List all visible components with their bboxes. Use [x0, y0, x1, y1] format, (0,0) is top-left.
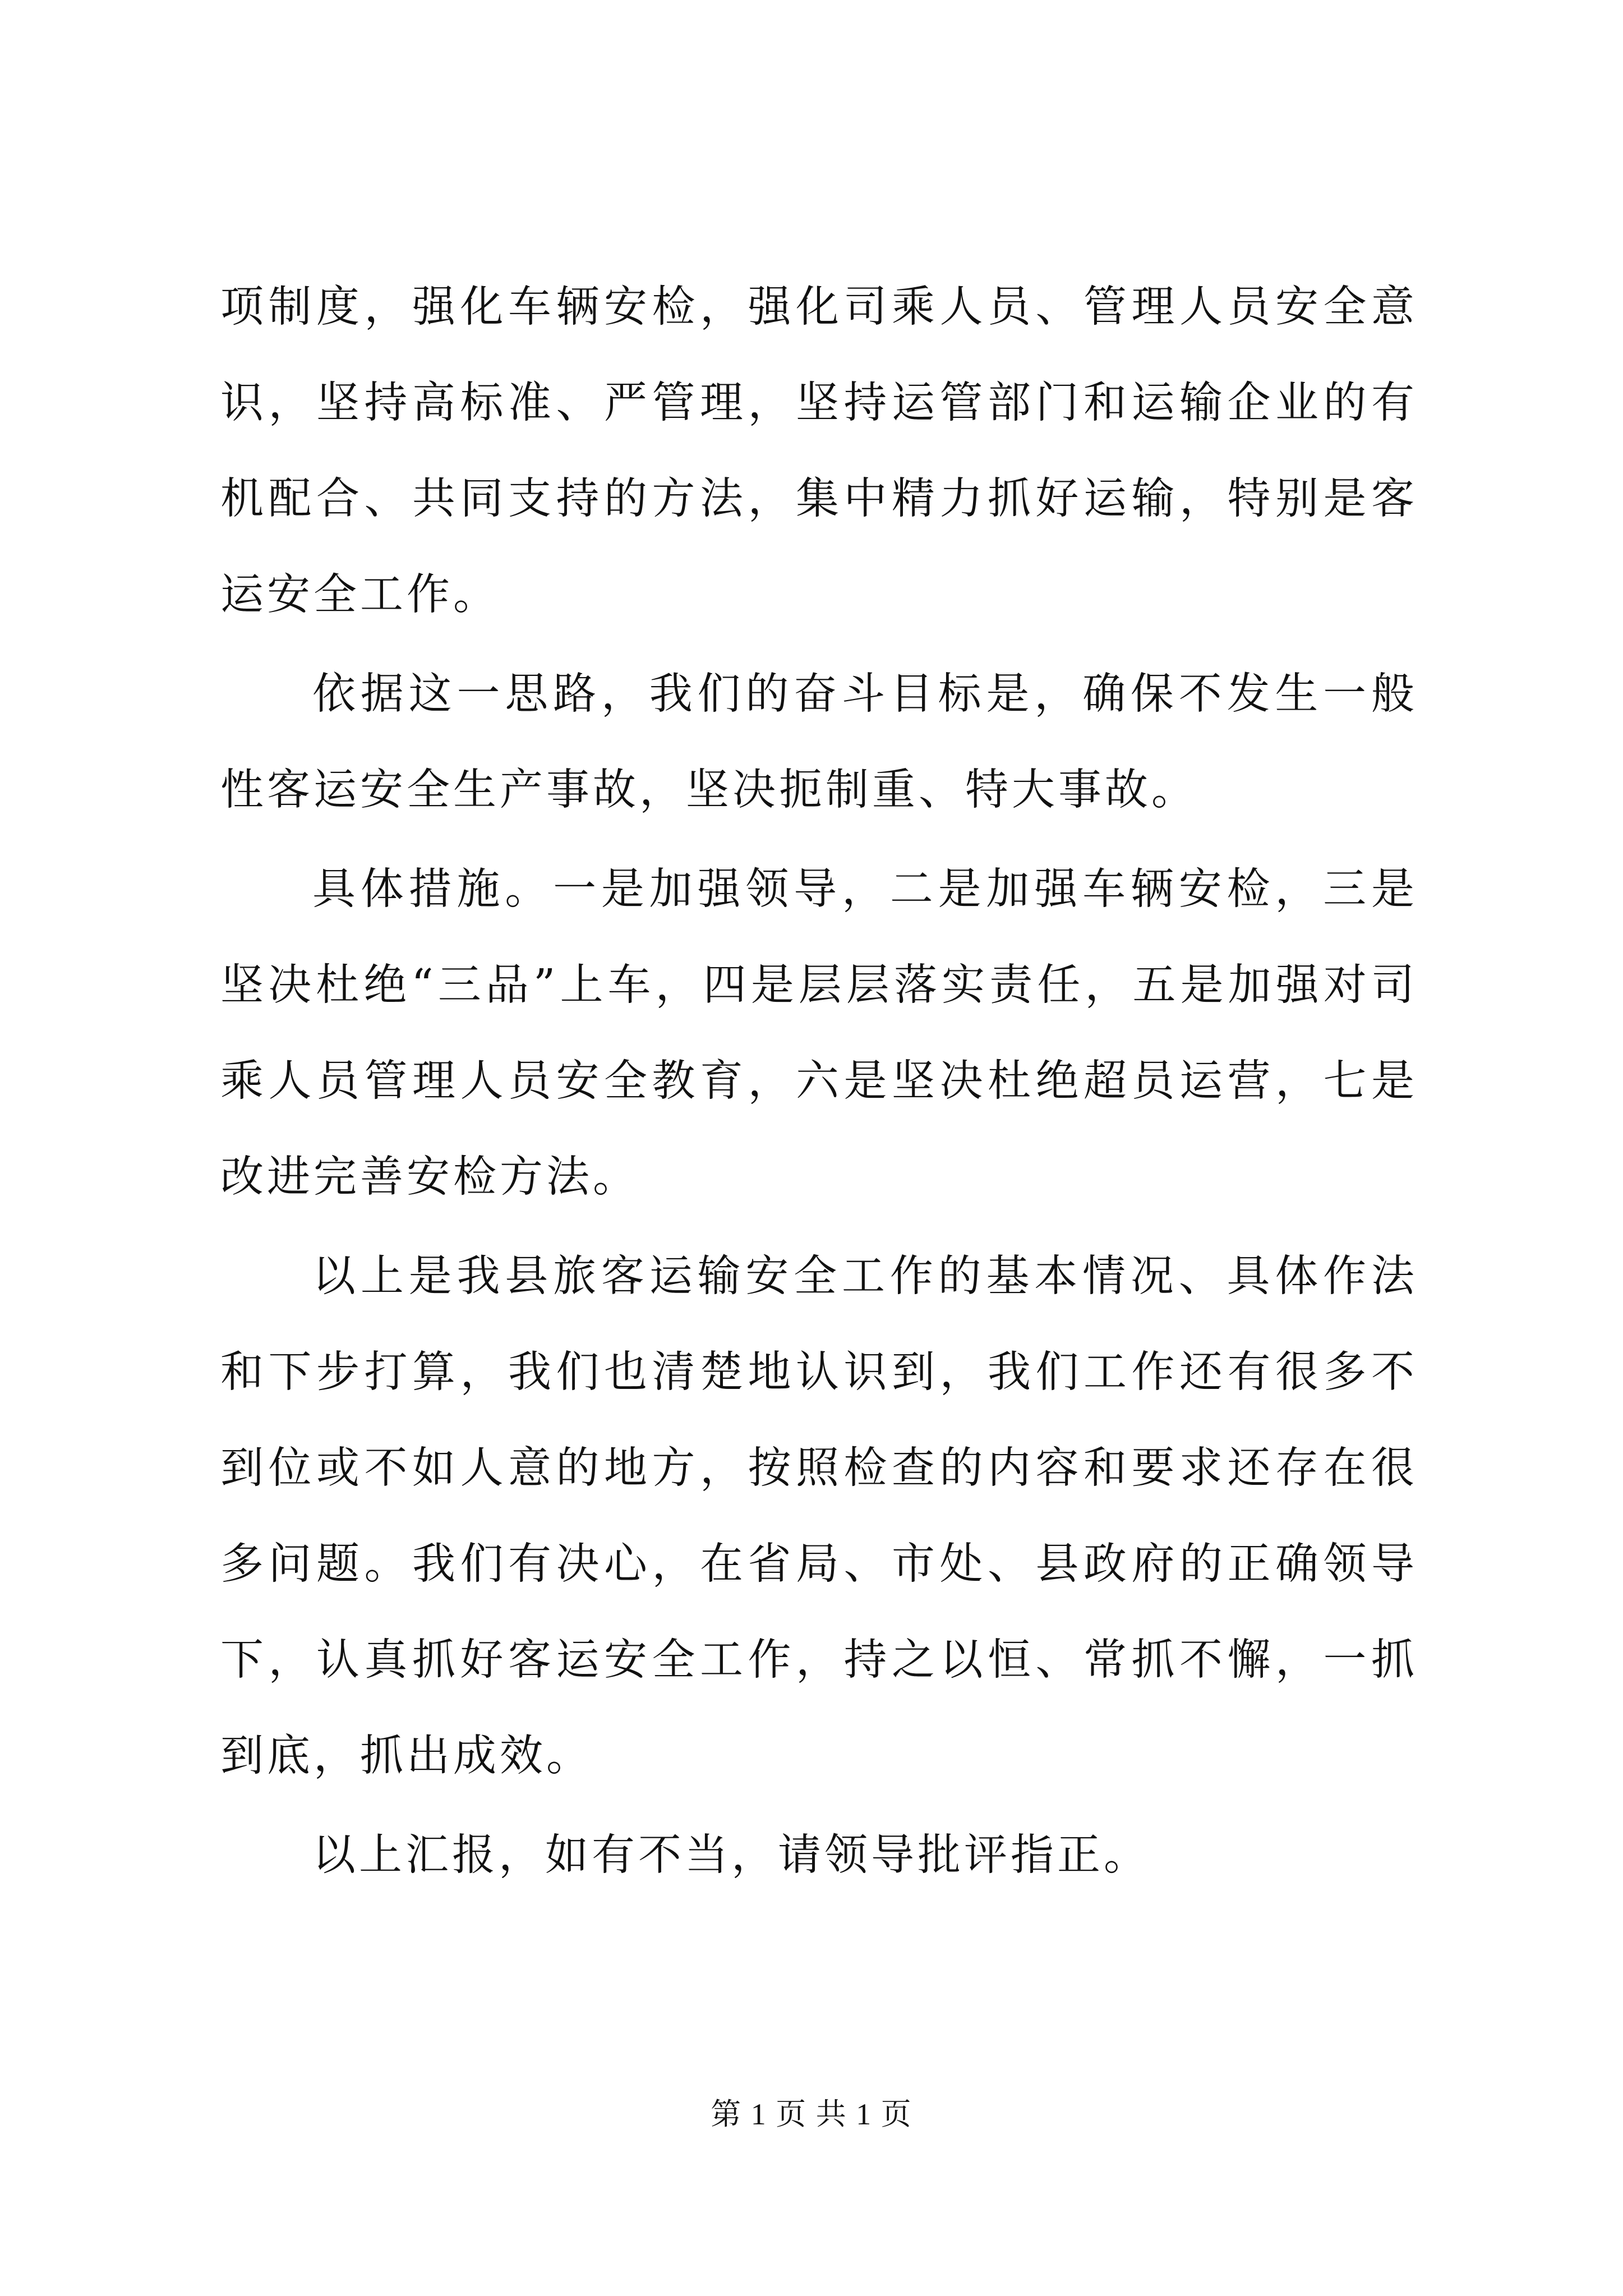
paragraph-goal: 依据这一思路，我们的奋斗目标是，确保不发生一般性客运安全生产事故，坚决扼制重、特大事故。 [220, 669, 1418, 815]
paragraph-closing: 以上汇报，如有不当，请领导批评指正。 [312, 1830, 1150, 1880]
document-body [220, 259, 1418, 1907]
page-footer: 第 1 页 共 1 页 [711, 2097, 912, 2131]
paragraph-summary: 以上是我县旅客运输安全工作的基本情况、具体作法和下步打算，我们也清楚地认识到，我们工作还有很多不到位或不如人意的地方，按照检查的内容和要求还存在很多问题。我们有决心，在省局、市处、县政府的正确领导下，认真抓好客运安全工作，持之以恒、常抓不懈，一抓到底，抓出成效。 [220, 1251, 1418, 1781]
paragraph-continuation: 项制度，强化车辆安检，强化司乘人员、管理人员安全意识，坚持高标准、严管理，坚持运管部门和运输企业的有机配合、共同支持的方法，集中精力抓好运输，特别是客运安全工作。 [220, 282, 1418, 620]
paragraph-measures: 具体措施。一是加强领导，二是加强车辆安检，三是坚决杜绝“三品”上车，四是层层落实责任，五是加强对司乘人员管理人员安全教育，六是坚决杜绝超员运营，七是改进完善安检方法。 [220, 864, 1418, 1202]
